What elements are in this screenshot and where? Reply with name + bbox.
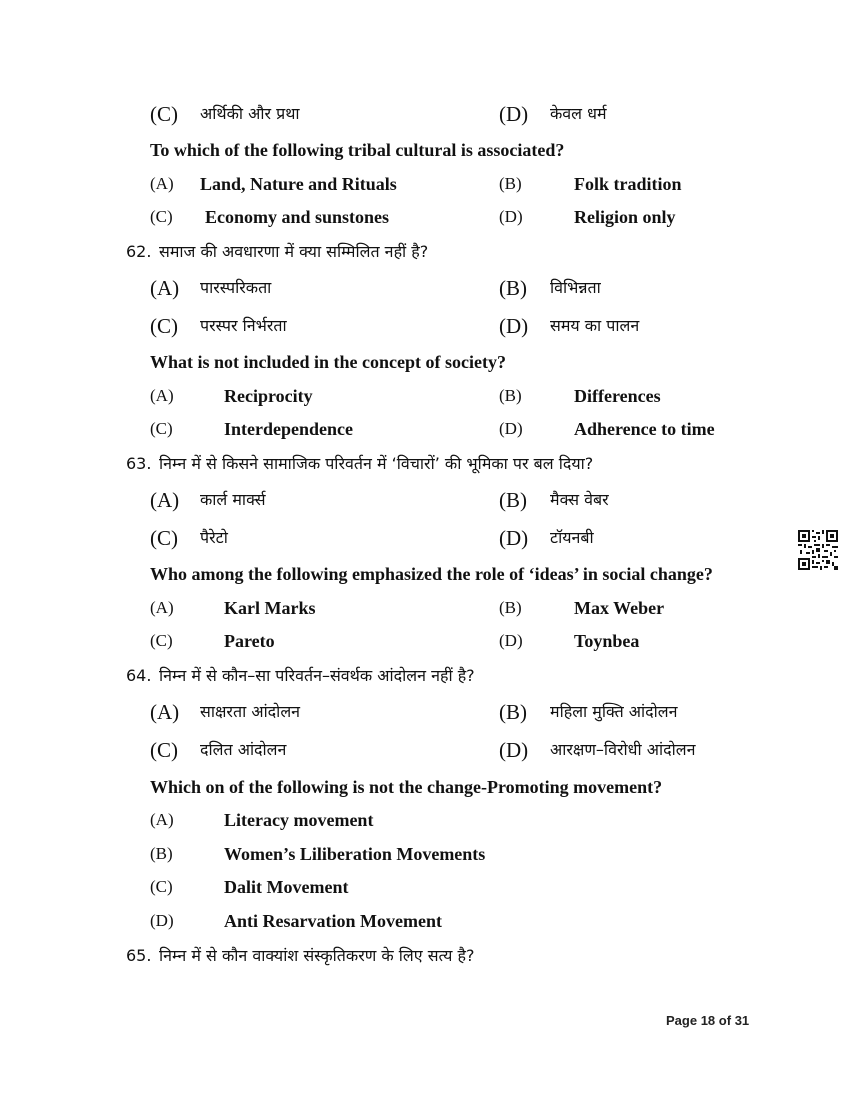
q61-hi-options-row-cd [0,99,850,129]
option-text: Women’s Liliberation Movements [224,844,486,864]
option-label: (D) [499,419,523,438]
option-text: Folk tradition [574,174,682,194]
q62-en-options-row-ab [0,381,850,411]
option-label: (B) [499,700,527,724]
question-number: 62. [126,242,152,261]
option-text: Religion only [574,207,676,227]
option-label: (D) [499,207,523,226]
option-label: (A) [150,810,174,829]
q62-en-question-row [0,347,850,377]
option-text: दलित आंदोलन [200,740,287,759]
q65-hi-question-row [0,941,850,971]
option-text: साक्षरता आंदोलन [200,702,301,721]
question-text: निम्न में से कौन–सा परिवर्तन–संवर्थक आंदोलन नहीं है? [159,666,475,685]
q64-hi-question-row [0,661,850,691]
total-pages: 31 [734,1013,750,1028]
current-page: 18 [700,1013,716,1028]
option-label: (D) [499,631,523,650]
option-text: अर्थिकी और प्रथा [200,104,300,123]
option-label: (A) [150,386,174,405]
q64-en-option-d-row [0,906,850,936]
question-text: Who among the following emphasized the role of ‘ideas’ in social change? [150,564,713,584]
q64-en-question-row [0,772,850,802]
q63-en-options-row-cd [0,626,850,656]
option-label: (C) [150,631,173,650]
option-label: (B) [499,488,527,512]
page-number [666,1013,749,1028]
option-label: (D) [499,738,529,762]
option-label: (C) [150,877,173,896]
q61-en-options-row-ab [0,169,850,199]
option-label: (A) [150,700,180,724]
option-text: पैरेटो [200,528,228,547]
option-text: विभिन्नता [550,278,601,297]
q64-hi-options-row-cd [0,735,850,765]
option-label: (A) [150,488,180,512]
option-label: (A) [150,174,174,193]
q64-en-option-c-row [0,872,850,902]
q63-en-question-row [0,559,850,589]
option-text: Dalit Movement [224,877,349,897]
option-text: पारस्परिकता [200,278,272,297]
qr-code-icon [798,530,838,570]
option-label: (C) [150,738,178,762]
q63-en-options-row-ab [0,593,850,623]
q62-hi-options-row-ab [0,273,850,303]
option-text: कार्ल मार्क्स [200,490,266,509]
option-text: महिला मुक्ति आंदोलन [550,702,678,721]
option-text: Toynbea [574,631,640,651]
q64-en-option-b-row [0,839,850,869]
question-text: निम्न में से कौन वाक्यांश संस्कृतिकरण के लिए सत्य है? [159,946,475,965]
q62-en-options-row-cd [0,414,850,444]
option-label: (A) [150,598,174,617]
page-word: Page [666,1013,698,1028]
option-label: (B) [499,598,522,617]
q61-en-options-row-cd [0,202,850,232]
option-text: Karl Marks [224,598,316,618]
question-text: What is not included in the concept of society? [150,352,507,372]
option-label: (C) [150,102,178,126]
option-label: (D) [499,102,529,126]
q62-hi-question-row [0,237,850,267]
option-text: Reciprocity [224,386,313,406]
option-label: (B) [499,276,527,300]
option-label: (D) [499,526,529,550]
question-text: समाज की अवधारणा में क्या सम्मिलित नहीं है? [159,242,429,261]
option-text: आरक्षण–विरोधी आंदोलन [550,740,696,759]
option-label: (C) [150,526,178,550]
option-text: समय का पालन [550,316,640,335]
q61-en-question-row [0,135,850,165]
question-number: 64. [126,666,152,685]
of-word: of [718,1013,732,1028]
option-text: Max Weber [574,598,665,618]
option-label: (A) [150,276,180,300]
q63-hi-options-row-cd [0,523,850,553]
question-number: 63. [126,454,152,473]
q63-hi-options-row-ab [0,485,850,515]
option-label: (C) [150,207,173,226]
option-text: Pareto [224,631,275,651]
option-text: टॉयनबी [550,528,594,547]
option-text: मैक्स वेबर [550,490,609,509]
option-label: (D) [499,314,529,338]
option-label: (B) [150,844,173,863]
question-text: निम्न में से किसने सामाजिक परिवर्तन में ‘विचारों’ की भूमिका पर बल दिया? [159,454,594,473]
option-text: Adherence to time [574,419,715,439]
option-label: (B) [499,174,522,193]
q64-en-option-a-row [0,805,850,835]
option-text: Economy and sunstones [205,207,390,227]
option-label: (B) [499,386,522,405]
question-text: To which of the following tribal cultural is associated? [150,140,565,160]
option-text: Land, Nature and Rituals [200,174,397,194]
option-label: (C) [150,314,178,338]
question-text: Which on of the following is not the change-Promoting movement? [150,777,663,797]
q63-hi-question-row [0,449,850,479]
q64-hi-options-row-ab [0,697,850,727]
option-text: Interdependence [224,419,353,439]
option-text: Differences [574,386,661,406]
option-text: Literacy movement [224,810,374,830]
option-text: परस्पर निर्भरता [200,316,287,335]
option-label: (D) [150,911,174,930]
option-label: (C) [150,419,173,438]
question-number: 65. [126,946,152,965]
option-text: Anti Resarvation Movement [224,911,442,931]
option-text: केवल धर्म [550,104,607,123]
q62-hi-options-row-cd [0,311,850,341]
